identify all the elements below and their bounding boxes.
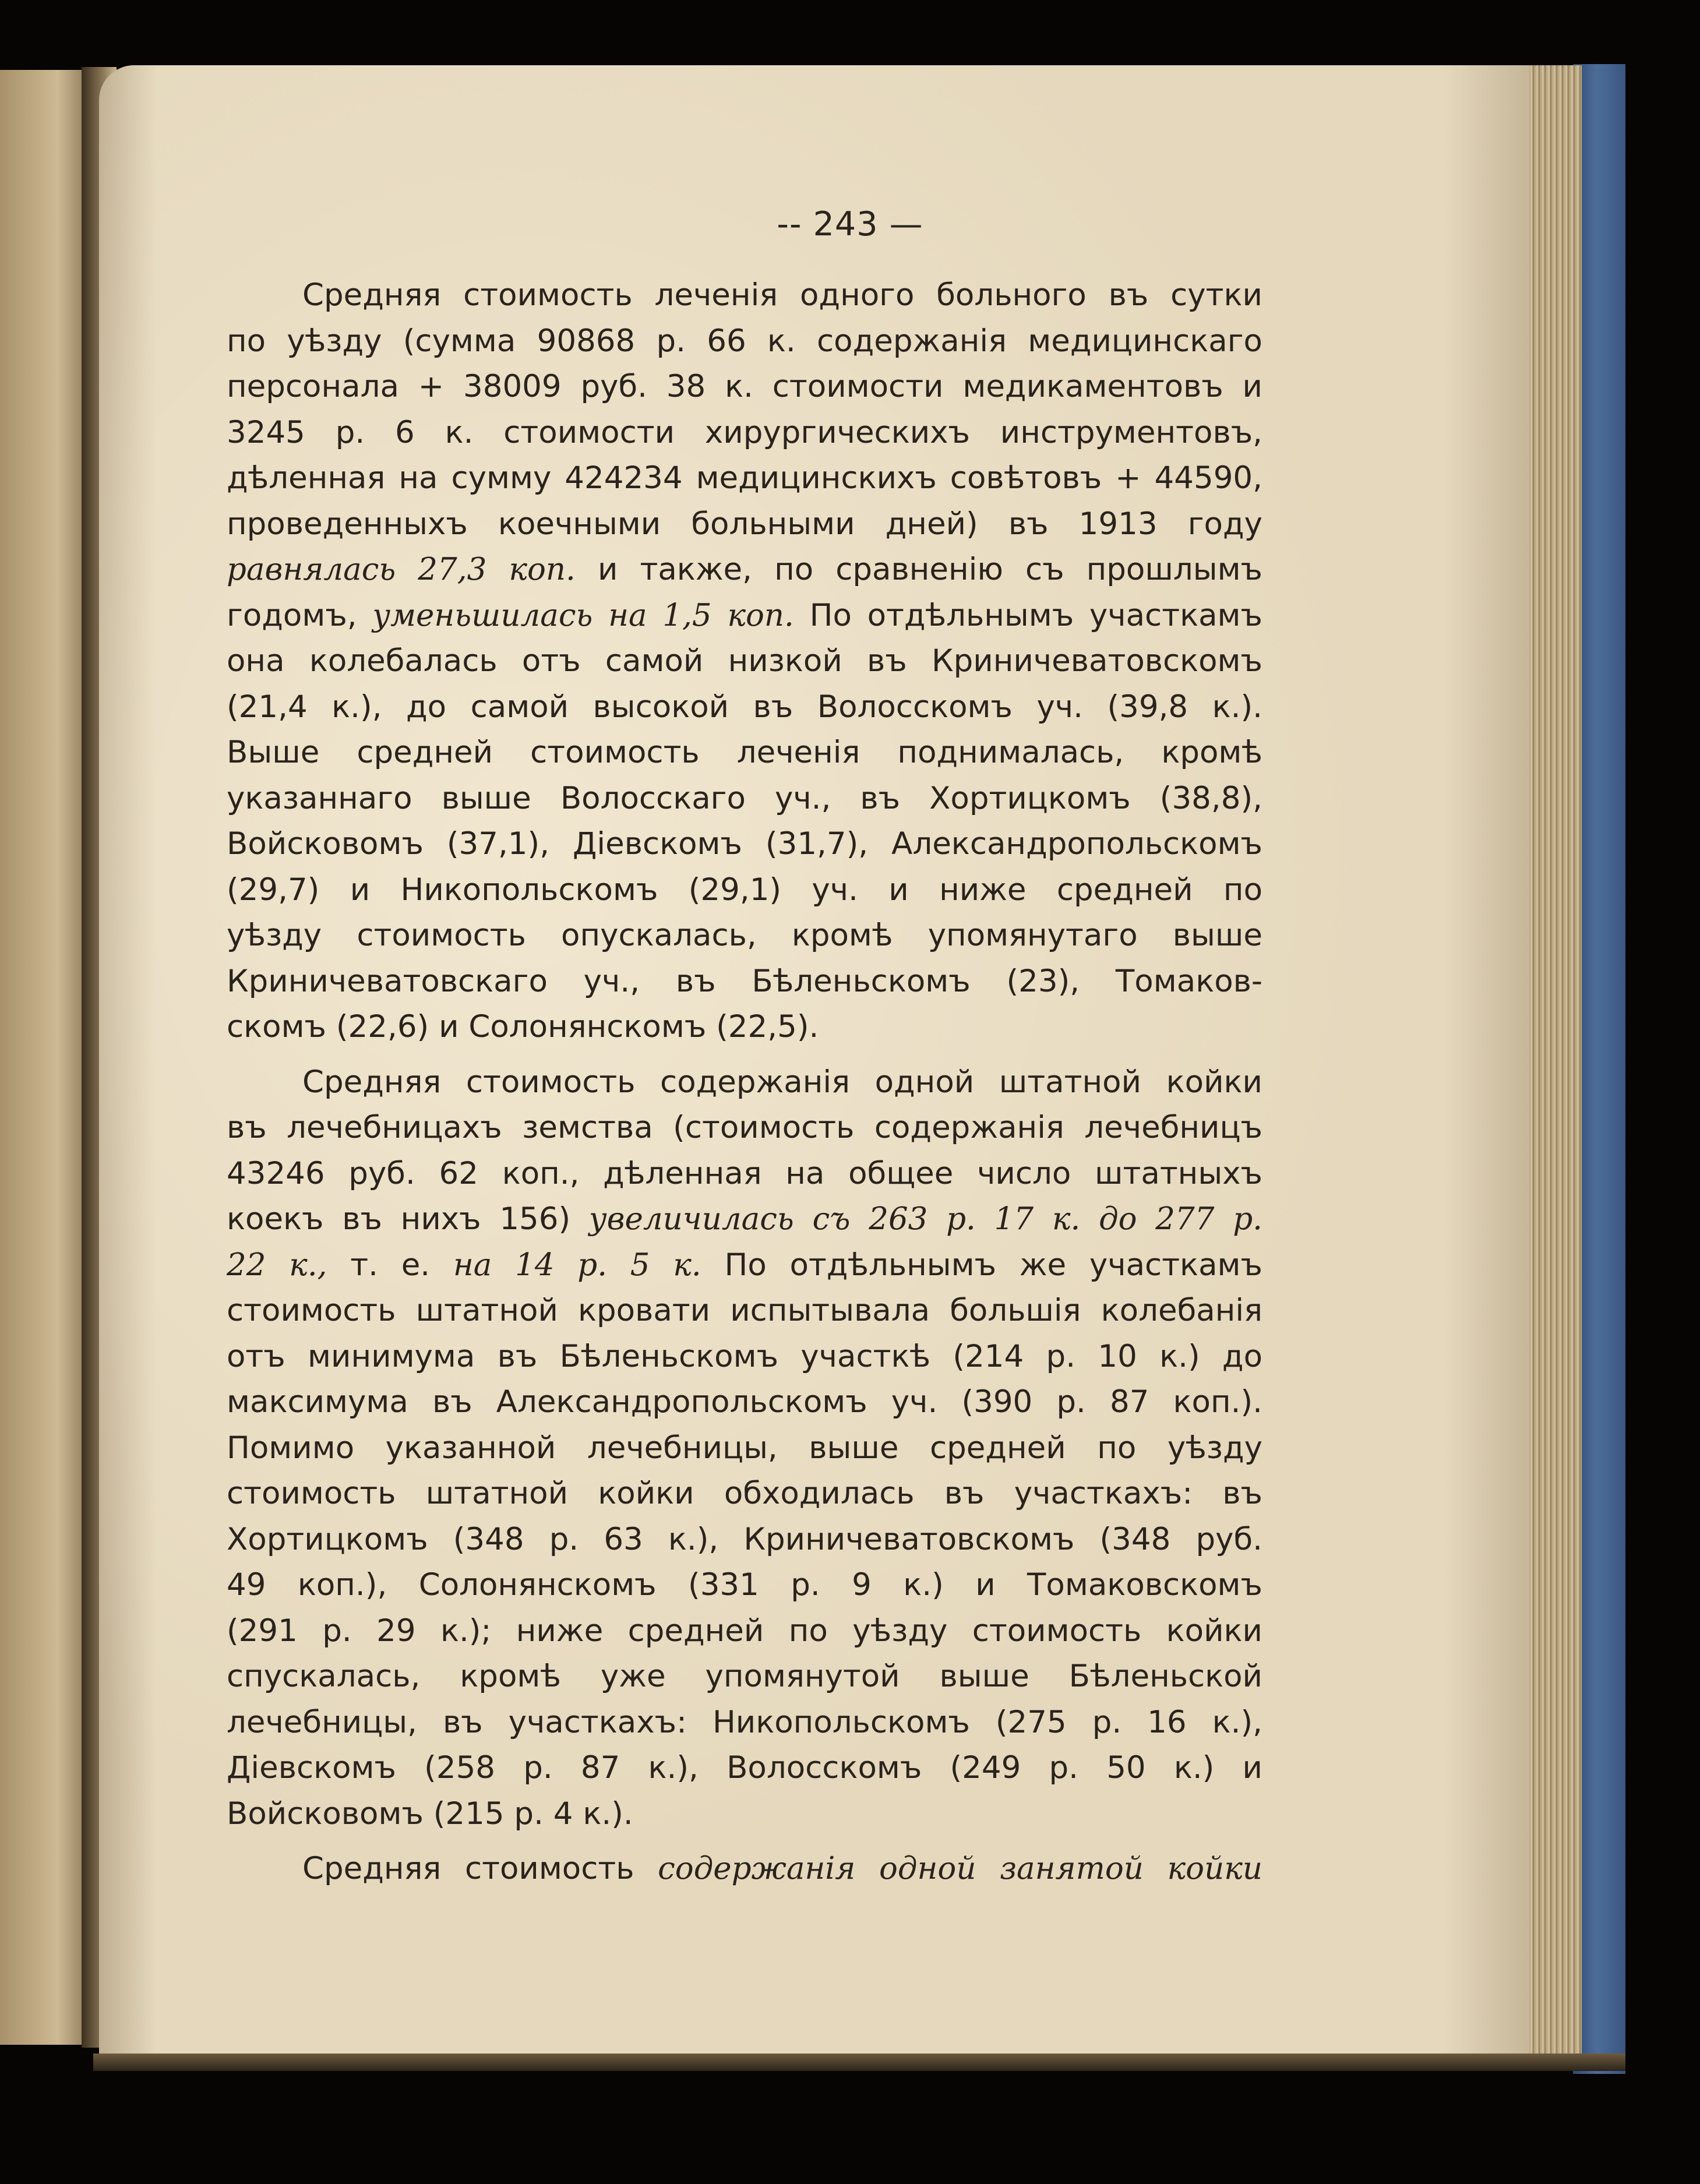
text-line: 43246 руб. 62 коп., дѣленная на общее число штатныхъ xyxy=(227,1155,1262,1191)
text-line: уѣзду стоимость опускалась, кромѣ упомянутаго выше xyxy=(227,918,1262,953)
text-line: стоимость штатной койки обходилась въ участкахъ: въ xyxy=(227,1476,1262,1511)
text-line: (29,7) и Никопольскомъ (29,1) уч. и ниже средней по xyxy=(227,872,1262,908)
text-line: стоимость штатной кровати испытывала большія колебанія xyxy=(227,1293,1262,1328)
text-line: въ лечебницахъ земства (стоимость содержанія лечебницъ xyxy=(227,1110,1262,1145)
text-line: по уѣзду (сумма 90868 р. 66 к. содержанія медицинскаго xyxy=(227,323,1262,359)
text-line: (21,4 к.), до самой высокой въ Волосскомъ уч. (39,8 к.). xyxy=(227,689,1262,725)
text-line: Діевскомъ (258 р. 87 к.), Волосскомъ (249 р. 50 к.) и xyxy=(227,1750,1262,1786)
paragraph-1 xyxy=(227,273,1262,1050)
text-line: (291 р. 29 к.); ниже средней по уѣзду стоимость койки xyxy=(227,1613,1262,1649)
text-line: Войсковомъ (215 р. 4 к.). xyxy=(227,1795,633,1832)
page-text xyxy=(227,273,1262,1901)
text-line: Средняя стоимость леченія одного больного въ сутки xyxy=(302,277,1262,313)
text-line: Помимо указанной лечебницы, выше средней по уѣзду xyxy=(227,1430,1262,1466)
text-line: лечебницы, въ участкахъ: Никопольскомъ (275 р. 16 к.), xyxy=(227,1704,1262,1740)
text-line: спускалась, кромѣ уже упомянутой выше Бѣленьской xyxy=(227,1659,1262,1694)
text-line: она колебалась отъ самой низкой въ Криничеватовскомъ xyxy=(227,643,1262,679)
text-line: равнялась 27,3 коп. и также, по сравненію съ прошлымъ xyxy=(227,552,1262,587)
text-line: коекъ въ нихъ 156) увеличилась съ 263 р. 17 к. до 277 р. xyxy=(227,1201,1262,1237)
text-line: скомъ (22,6) и Солонянскомъ (22,5). xyxy=(227,1009,819,1045)
text-line: персонала + 38009 руб. 38 к. стоимости медикаментовъ и xyxy=(227,369,1262,404)
paragraph-2 xyxy=(227,1060,1262,1837)
text-line: Выше средней стоимость леченія поднималась, кромѣ xyxy=(227,735,1262,770)
text-line: дѣленная на сумму 424234 медицинскихъ совѣтовъ + 44590, xyxy=(227,460,1262,496)
text-line: Криничеватовскаго уч., въ Бѣленьскомъ (23), Томаков- xyxy=(227,963,1262,999)
text-line: Войсковомъ (37,1), Діевскомъ (31,7), Александропольскомъ xyxy=(227,826,1262,862)
text-line: Средняя стоимость содержанія одной штатной койки xyxy=(302,1064,1262,1100)
text-line: 22 к., т. е. на 14 р. 5 к. По отдѣльнымъ же участкамъ xyxy=(227,1247,1262,1283)
text-line: проведенныхъ коечными больными дней) въ 1913 году xyxy=(227,506,1262,542)
book-bottom-edge xyxy=(93,2054,1625,2071)
text-line: отъ минимума въ Бѣленьскомъ участкѣ (214 р. 10 к.) до xyxy=(227,1338,1262,1374)
paragraph-3 xyxy=(227,1846,1262,1892)
text-line: Хортицкомъ (348 р. 63 к.), Криничеватовскомъ (348 руб. xyxy=(227,1521,1262,1557)
text-line: указаннаго выше Волосскаго уч., въ Хортицкомъ (38,8), xyxy=(227,780,1262,816)
text-line: 49 коп.), Солонянскомъ (331 р. 9 к.) и Томаковскомъ xyxy=(227,1567,1262,1603)
text-line: максимума въ Александропольскомъ уч. (390 р. 87 коп.). xyxy=(227,1384,1262,1420)
text-line: 3245 р. 6 к. стоимости хирургическихъ инструментовъ, xyxy=(227,414,1262,450)
text-line: Средняя стоимость содержанія одной занятой койки xyxy=(302,1851,1262,1886)
page-number: -- 243 — xyxy=(777,205,923,244)
text-line: годомъ, уменьшилась на 1,5 коп. По отдѣльнымъ участкамъ xyxy=(227,597,1262,633)
